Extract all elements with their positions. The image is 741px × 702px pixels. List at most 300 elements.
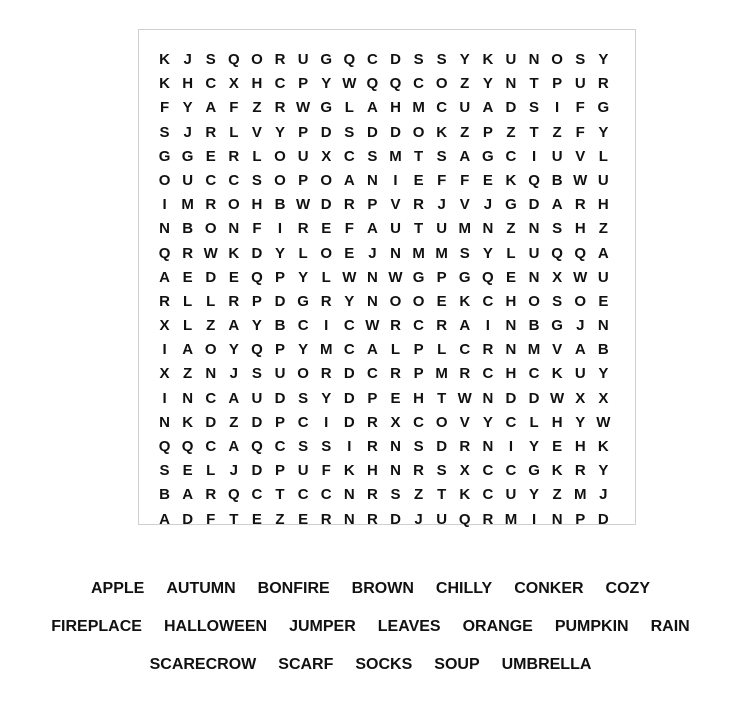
grid-letter[interactable]: C	[228, 171, 240, 189]
grid-letter[interactable]: N	[366, 292, 378, 310]
grid-letter[interactable]: Z	[252, 99, 262, 117]
grid-letter[interactable]: T	[413, 220, 424, 238]
grid-letter[interactable]: C	[436, 99, 448, 117]
grid-letter[interactable]: P	[575, 510, 586, 528]
grid-letter[interactable]: H	[413, 389, 424, 407]
grid-letter[interactable]: A	[159, 510, 170, 528]
grid-letter[interactable]: O	[412, 292, 425, 310]
grid-letter[interactable]: S	[298, 389, 309, 407]
grid-letter[interactable]: B	[274, 196, 286, 214]
grid-letter[interactable]: N	[182, 389, 194, 407]
grid-letter[interactable]: E	[251, 510, 262, 528]
grid-letter[interactable]: L	[598, 147, 608, 165]
grid-letter[interactable]: F	[460, 171, 470, 189]
grid-letter[interactable]: A	[343, 171, 355, 189]
grid-letter[interactable]: G	[505, 196, 517, 214]
grid-letter[interactable]: N	[343, 486, 355, 504]
grid-letter[interactable]: E	[344, 244, 355, 262]
grid-letter[interactable]: R	[274, 99, 286, 117]
grid-letter[interactable]: O	[204, 220, 217, 238]
grid-letter[interactable]: P	[298, 75, 309, 93]
grid-letter[interactable]: S	[205, 51, 216, 68]
grid-letter[interactable]: N	[505, 317, 517, 335]
grid-letter[interactable]: R	[459, 438, 471, 455]
grid-letter[interactable]: S	[298, 438, 309, 455]
grid-letter[interactable]: H	[366, 462, 378, 480]
grid-letter[interactable]: G	[458, 268, 471, 286]
grid-letter[interactable]: Q	[366, 75, 379, 93]
grid-letter[interactable]: G	[597, 99, 610, 117]
grid-letter[interactable]: U	[574, 75, 586, 93]
grid-letter[interactable]: T	[529, 75, 539, 93]
grid-letter[interactable]: R	[205, 123, 217, 141]
grid-letter[interactable]: R	[320, 292, 332, 310]
grid-letter[interactable]: I	[531, 147, 537, 165]
grid-letter[interactable]: C	[297, 413, 309, 431]
grid-letter[interactable]: U	[297, 462, 309, 480]
grid-letter[interactable]: D	[205, 413, 217, 431]
grid-letter[interactable]: Z	[413, 486, 424, 504]
grid-letter[interactable]: R	[574, 196, 586, 214]
grid-letter[interactable]: F	[206, 510, 216, 528]
grid-letter[interactable]: D	[528, 196, 540, 214]
grid-letter[interactable]: N	[159, 220, 170, 238]
grid-letter[interactable]: X	[321, 147, 332, 165]
grid-letter[interactable]: F	[229, 99, 239, 117]
grid-letter[interactable]: K	[343, 462, 355, 480]
grid-letter[interactable]: W	[342, 268, 357, 286]
grid-letter[interactable]: Z	[229, 413, 239, 431]
grid-letter[interactable]: L	[506, 244, 516, 262]
grid-letter[interactable]: B	[597, 341, 609, 359]
grid-letter[interactable]: U	[597, 171, 609, 189]
grid-letter[interactable]: S	[413, 438, 424, 455]
grid-letter[interactable]: I	[508, 438, 514, 455]
grid-letter[interactable]: E	[298, 510, 309, 528]
grid-letter[interactable]: Y	[275, 123, 286, 141]
grid-letter[interactable]: D	[343, 365, 355, 383]
grid-letter[interactable]: L	[206, 462, 216, 480]
grid-letter[interactable]: E	[436, 292, 447, 310]
grid-letter[interactable]: N	[482, 220, 494, 238]
grid-letter[interactable]: Y	[459, 51, 470, 68]
grid-letter[interactable]: P	[275, 462, 286, 480]
grid-letter[interactable]: F	[252, 220, 262, 238]
grid-letter[interactable]: A	[366, 341, 378, 359]
grid-letter[interactable]: Y	[529, 438, 540, 455]
grid-letter[interactable]: Y	[298, 268, 309, 286]
grid-letter[interactable]: Y	[228, 341, 239, 359]
grid-letter[interactable]: V	[575, 147, 586, 165]
grid-letter[interactable]: I	[393, 171, 398, 189]
grid-letter[interactable]: R	[320, 510, 332, 528]
grid-letter[interactable]: U	[436, 220, 448, 238]
grid-letter[interactable]: A	[551, 196, 563, 214]
grid-letter[interactable]: U	[574, 365, 586, 383]
grid-letter[interactable]: U	[597, 268, 609, 286]
grid-letter[interactable]: W	[573, 268, 588, 286]
grid-letter[interactable]: Y	[598, 123, 609, 141]
grid-letter[interactable]: D	[182, 510, 194, 528]
grid-letter[interactable]: O	[574, 292, 587, 310]
grid-letter[interactable]: Q	[528, 171, 540, 189]
grid-letter[interactable]: E	[321, 220, 332, 238]
grid-letter[interactable]: Y	[482, 75, 493, 93]
grid-letter[interactable]: R	[482, 510, 494, 528]
grid-letter[interactable]: N	[366, 171, 378, 189]
grid-letter[interactable]: Q	[227, 51, 240, 68]
grid-letter[interactable]: C	[482, 365, 494, 383]
grid-letter[interactable]: N	[482, 438, 494, 455]
grid-letter[interactable]: S	[344, 123, 355, 141]
grid-letter[interactable]: H	[574, 220, 586, 238]
grid-letter[interactable]: H	[390, 99, 401, 117]
grid-letter[interactable]: Z	[506, 123, 516, 141]
grid-letter[interactable]: O	[528, 292, 540, 310]
grid-letter[interactable]: R	[436, 317, 448, 335]
grid-letter[interactable]: X	[575, 389, 586, 407]
grid-letter[interactable]: C	[251, 486, 263, 504]
grid-letter[interactable]: H	[505, 292, 517, 310]
grid-letter[interactable]: X	[459, 462, 470, 480]
grid-letter[interactable]: M	[319, 341, 333, 359]
grid-letter[interactable]: B	[528, 317, 540, 335]
grid-letter[interactable]: C	[320, 486, 332, 504]
grid-letter[interactable]: D	[205, 268, 217, 286]
grid-letter[interactable]: M	[573, 486, 587, 504]
grid-letter[interactable]: M	[389, 147, 402, 165]
grid-letter[interactable]: D	[597, 510, 609, 528]
grid-letter[interactable]: N	[551, 510, 563, 528]
grid-letter[interactable]: I	[485, 317, 490, 335]
grid-letter[interactable]: R	[482, 341, 494, 359]
grid-letter[interactable]: N	[528, 220, 540, 238]
grid-letter[interactable]: R	[574, 462, 586, 480]
grid-letter[interactable]: D	[343, 389, 355, 407]
grid-letter[interactable]: A	[482, 99, 494, 117]
grid-letter[interactable]: S	[251, 171, 262, 189]
grid-letter[interactable]: C	[366, 365, 378, 383]
grid-letter[interactable]: J	[599, 486, 608, 504]
grid-letter[interactable]: Q	[458, 510, 471, 528]
grid-letter[interactable]: S	[159, 123, 170, 141]
grid-letter[interactable]: X	[552, 268, 563, 286]
grid-letter[interactable]: M	[435, 244, 448, 262]
grid-letter[interactable]: F	[575, 99, 585, 117]
grid-letter[interactable]: E	[205, 147, 216, 165]
grid-letter[interactable]: Y	[482, 244, 493, 262]
grid-letter[interactable]: U	[251, 389, 263, 407]
grid-letter[interactable]: T	[529, 123, 539, 141]
grid-letter[interactable]: C	[413, 75, 424, 93]
grid-letter[interactable]: R	[343, 196, 355, 214]
grid-letter[interactable]: C	[343, 147, 355, 165]
grid-letter[interactable]: A	[459, 147, 471, 165]
grid-letter[interactable]: G	[181, 147, 194, 165]
grid-letter[interactable]: O	[435, 75, 448, 93]
grid-letter[interactable]: R	[459, 365, 471, 383]
grid-letter[interactable]: P	[413, 341, 424, 359]
grid-letter[interactable]: I	[162, 196, 167, 214]
grid-letter[interactable]: R	[366, 438, 378, 455]
grid-letter[interactable]: S	[390, 486, 401, 504]
grid-letter[interactable]: W	[203, 244, 218, 262]
grid-letter[interactable]: N	[597, 317, 609, 335]
grid-letter[interactable]: R	[413, 196, 424, 214]
grid-letter[interactable]: N	[528, 268, 540, 286]
grid-letter[interactable]: C	[482, 486, 494, 504]
grid-letter[interactable]: P	[482, 123, 493, 141]
grid-letter[interactable]: N	[505, 341, 517, 359]
grid-letter[interactable]: X	[390, 413, 401, 431]
grid-letter[interactable]: R	[228, 147, 240, 165]
grid-letter[interactable]: K	[459, 292, 471, 310]
grid-letter[interactable]: V	[251, 123, 262, 141]
grid-letter[interactable]: C	[505, 413, 517, 431]
grid-letter[interactable]: R	[390, 317, 401, 335]
grid-letter[interactable]: T	[437, 486, 447, 504]
grid-letter[interactable]: W	[296, 196, 311, 214]
grid-letter[interactable]: C	[528, 365, 540, 383]
grid-letter[interactable]: I	[162, 389, 167, 407]
grid-letter[interactable]: C	[482, 292, 494, 310]
grid-letter[interactable]: Z	[552, 123, 562, 141]
grid-letter[interactable]: Q	[551, 244, 563, 262]
grid-letter[interactable]: L	[321, 268, 331, 286]
grid-letter[interactable]: H	[597, 196, 609, 214]
grid-letter[interactable]: F	[159, 99, 170, 117]
grid-letter[interactable]: U	[182, 171, 194, 189]
grid-letter[interactable]: H	[505, 365, 517, 383]
grid-letter[interactable]: U	[390, 220, 401, 238]
grid-letter[interactable]: C	[297, 317, 309, 335]
grid-letter[interactable]: Y	[344, 292, 355, 310]
grid-letter[interactable]: M	[435, 365, 448, 383]
grid-letter[interactable]: U	[551, 147, 563, 165]
grid-letter[interactable]: Y	[251, 317, 262, 335]
grid-letter[interactable]: D	[528, 389, 540, 407]
grid-letter[interactable]: N	[390, 438, 401, 455]
grid-letter[interactable]: W	[596, 413, 611, 431]
grid-letter[interactable]: F	[344, 220, 354, 238]
grid-letter[interactable]: Z	[460, 123, 470, 141]
grid-letter[interactable]: Q	[251, 438, 263, 455]
grid-letter[interactable]: D	[366, 123, 378, 141]
grid-letter[interactable]: F	[437, 171, 447, 189]
grid-letter[interactable]: P	[275, 413, 286, 431]
grid-letter[interactable]: W	[342, 75, 357, 93]
grid-letter[interactable]: C	[505, 462, 517, 480]
grid-letter[interactable]: D	[274, 292, 286, 310]
grid-letter[interactable]: E	[482, 171, 493, 189]
grid-letter[interactable]: Q	[251, 341, 263, 359]
grid-letter[interactable]: R	[320, 365, 332, 383]
grid-letter[interactable]: L	[183, 317, 193, 335]
grid-letter[interactable]: A	[159, 268, 170, 286]
grid-letter[interactable]: G	[412, 268, 425, 286]
grid-letter[interactable]: R	[597, 75, 609, 93]
grid-letter[interactable]: K	[182, 413, 194, 431]
grid-letter[interactable]: L	[529, 413, 539, 431]
grid-letter[interactable]: D	[251, 244, 263, 262]
grid-letter[interactable]: X	[598, 389, 609, 407]
grid-letter[interactable]: D	[390, 123, 401, 141]
grid-letter[interactable]: K	[436, 123, 448, 141]
grid-letter[interactable]: O	[412, 123, 425, 141]
grid-letter[interactable]: Y	[598, 51, 609, 68]
grid-letter[interactable]: Y	[321, 389, 332, 407]
grid-letter[interactable]: A	[574, 341, 586, 359]
grid-letter[interactable]: Y	[575, 413, 586, 431]
grid-letter[interactable]: S	[436, 462, 447, 480]
grid-letter[interactable]: N	[528, 51, 540, 68]
grid-letter[interactable]: C	[297, 486, 309, 504]
grid-letter[interactable]: B	[274, 317, 286, 335]
grid-letter[interactable]: X	[159, 365, 170, 383]
grid-letter[interactable]: J	[229, 365, 238, 383]
grid-letter[interactable]: C	[343, 317, 355, 335]
grid-letter[interactable]: Z	[506, 220, 516, 238]
grid-letter[interactable]: R	[182, 244, 194, 262]
grid-letter[interactable]: S	[367, 147, 378, 165]
grid-letter[interactable]: Q	[227, 486, 240, 504]
grid-letter[interactable]: S	[436, 51, 447, 68]
grid-letter[interactable]: Q	[482, 268, 494, 286]
grid-letter[interactable]: U	[297, 147, 309, 165]
grid-letter[interactable]: Y	[482, 413, 493, 431]
grid-letter[interactable]: A	[459, 317, 471, 335]
grid-letter[interactable]: F	[575, 123, 585, 141]
grid-letter[interactable]: U	[459, 99, 471, 117]
grid-letter[interactable]: O	[204, 341, 217, 359]
grid-letter[interactable]: R	[366, 510, 378, 528]
grid-letter[interactable]: I	[531, 510, 537, 528]
grid-letter[interactable]: L	[252, 147, 262, 165]
grid-letter[interactable]: S	[159, 462, 170, 480]
grid-letter[interactable]: K	[551, 462, 563, 480]
grid-letter[interactable]: N	[228, 220, 240, 238]
grid-letter[interactable]: U	[528, 244, 540, 262]
grid-letter[interactable]: G	[482, 147, 494, 165]
grid-letter[interactable]: N	[205, 365, 217, 383]
grid-letter[interactable]: I	[324, 413, 329, 431]
grid-letter[interactable]: M	[412, 99, 425, 117]
grid-letter[interactable]: H	[574, 438, 586, 455]
grid-letter[interactable]: R	[297, 220, 309, 238]
grid-letter[interactable]: T	[229, 510, 239, 528]
grid-letter[interactable]: Q	[158, 438, 171, 455]
grid-letter[interactable]: J	[576, 317, 585, 335]
grid-letter[interactable]: E	[505, 268, 516, 286]
grid-letter[interactable]: D	[320, 123, 332, 141]
grid-letter[interactable]: U	[505, 486, 517, 504]
grid-letter[interactable]: A	[366, 99, 378, 117]
grid-letter[interactable]: L	[206, 292, 216, 310]
grid-letter[interactable]: A	[182, 341, 194, 359]
grid-letter[interactable]: P	[251, 292, 262, 310]
grid-letter[interactable]: E	[552, 438, 563, 455]
grid-letter[interactable]: G	[551, 317, 563, 335]
grid-letter[interactable]: K	[159, 51, 170, 68]
grid-letter[interactable]: A	[228, 389, 240, 407]
grid-letter[interactable]: W	[550, 389, 565, 407]
grid-letter[interactable]: A	[228, 317, 240, 335]
grid-letter[interactable]: R	[366, 413, 378, 431]
grid-letter[interactable]: Q	[389, 75, 402, 93]
grid-letter[interactable]: K	[597, 438, 609, 455]
grid-letter[interactable]: J	[229, 462, 238, 480]
grid-letter[interactable]: R	[205, 196, 217, 214]
grid-letter[interactable]: D	[251, 462, 263, 480]
grid-letter[interactable]: P	[367, 196, 378, 214]
grid-letter[interactable]: N	[390, 244, 401, 262]
grid-letter[interactable]: A	[205, 99, 217, 117]
grid-letter[interactable]: T	[413, 147, 424, 165]
grid-letter[interactable]: J	[183, 123, 192, 141]
grid-letter[interactable]: V	[459, 196, 470, 214]
grid-letter[interactable]: R	[205, 486, 217, 504]
grid-letter[interactable]: Y	[598, 462, 609, 480]
grid-letter[interactable]: O	[389, 292, 402, 310]
grid-letter[interactable]: P	[552, 75, 563, 93]
grid-letter[interactable]: P	[413, 365, 424, 383]
grid-letter[interactable]: O	[297, 365, 309, 383]
grid-letter[interactable]: C	[343, 341, 355, 359]
grid-letter[interactable]: Y	[321, 75, 332, 93]
grid-letter[interactable]: V	[552, 341, 563, 359]
grid-letter[interactable]: Q	[251, 268, 263, 286]
grid-letter[interactable]: K	[459, 486, 471, 504]
grid-letter[interactable]: D	[320, 196, 332, 214]
grid-letter[interactable]: C	[205, 75, 217, 93]
grid-letter[interactable]: Y	[275, 244, 286, 262]
grid-letter[interactable]: P	[367, 389, 378, 407]
grid-letter[interactable]: N	[343, 510, 355, 528]
grid-letter[interactable]: S	[552, 220, 563, 238]
grid-letter[interactable]: H	[251, 196, 263, 214]
grid-letter[interactable]: Z	[275, 510, 285, 528]
grid-letter[interactable]: D	[436, 438, 448, 455]
grid-letter[interactable]: P	[275, 268, 286, 286]
grid-letter[interactable]: P	[298, 123, 309, 141]
grid-letter[interactable]: L	[298, 244, 308, 262]
grid-letter[interactable]: T	[437, 389, 447, 407]
grid-letter[interactable]: L	[183, 292, 193, 310]
grid-letter[interactable]: Z	[206, 317, 216, 335]
grid-letter[interactable]: M	[181, 196, 194, 214]
grid-letter[interactable]: H	[182, 75, 194, 93]
grid-letter[interactable]: C	[274, 438, 286, 455]
grid-letter[interactable]: S	[552, 292, 563, 310]
grid-letter[interactable]: Z	[460, 75, 470, 93]
grid-letter[interactable]: W	[296, 99, 311, 117]
grid-letter[interactable]: R	[366, 486, 378, 504]
grid-letter[interactable]: C	[205, 438, 217, 455]
grid-letter[interactable]: R	[228, 292, 240, 310]
grid-letter[interactable]: E	[182, 462, 193, 480]
grid-letter[interactable]: B	[182, 220, 194, 238]
grid-letter[interactable]: X	[228, 75, 239, 93]
grid-letter[interactable]: L	[229, 123, 239, 141]
grid-letter[interactable]: C	[205, 389, 217, 407]
grid-letter[interactable]: Q	[574, 244, 587, 262]
grid-letter[interactable]: A	[366, 220, 378, 238]
grid-letter[interactable]: O	[227, 196, 240, 214]
grid-letter[interactable]: J	[368, 244, 377, 262]
grid-letter[interactable]: Y	[182, 99, 193, 117]
grid-letter[interactable]: S	[575, 51, 586, 68]
grid-letter[interactable]: K	[551, 365, 563, 383]
